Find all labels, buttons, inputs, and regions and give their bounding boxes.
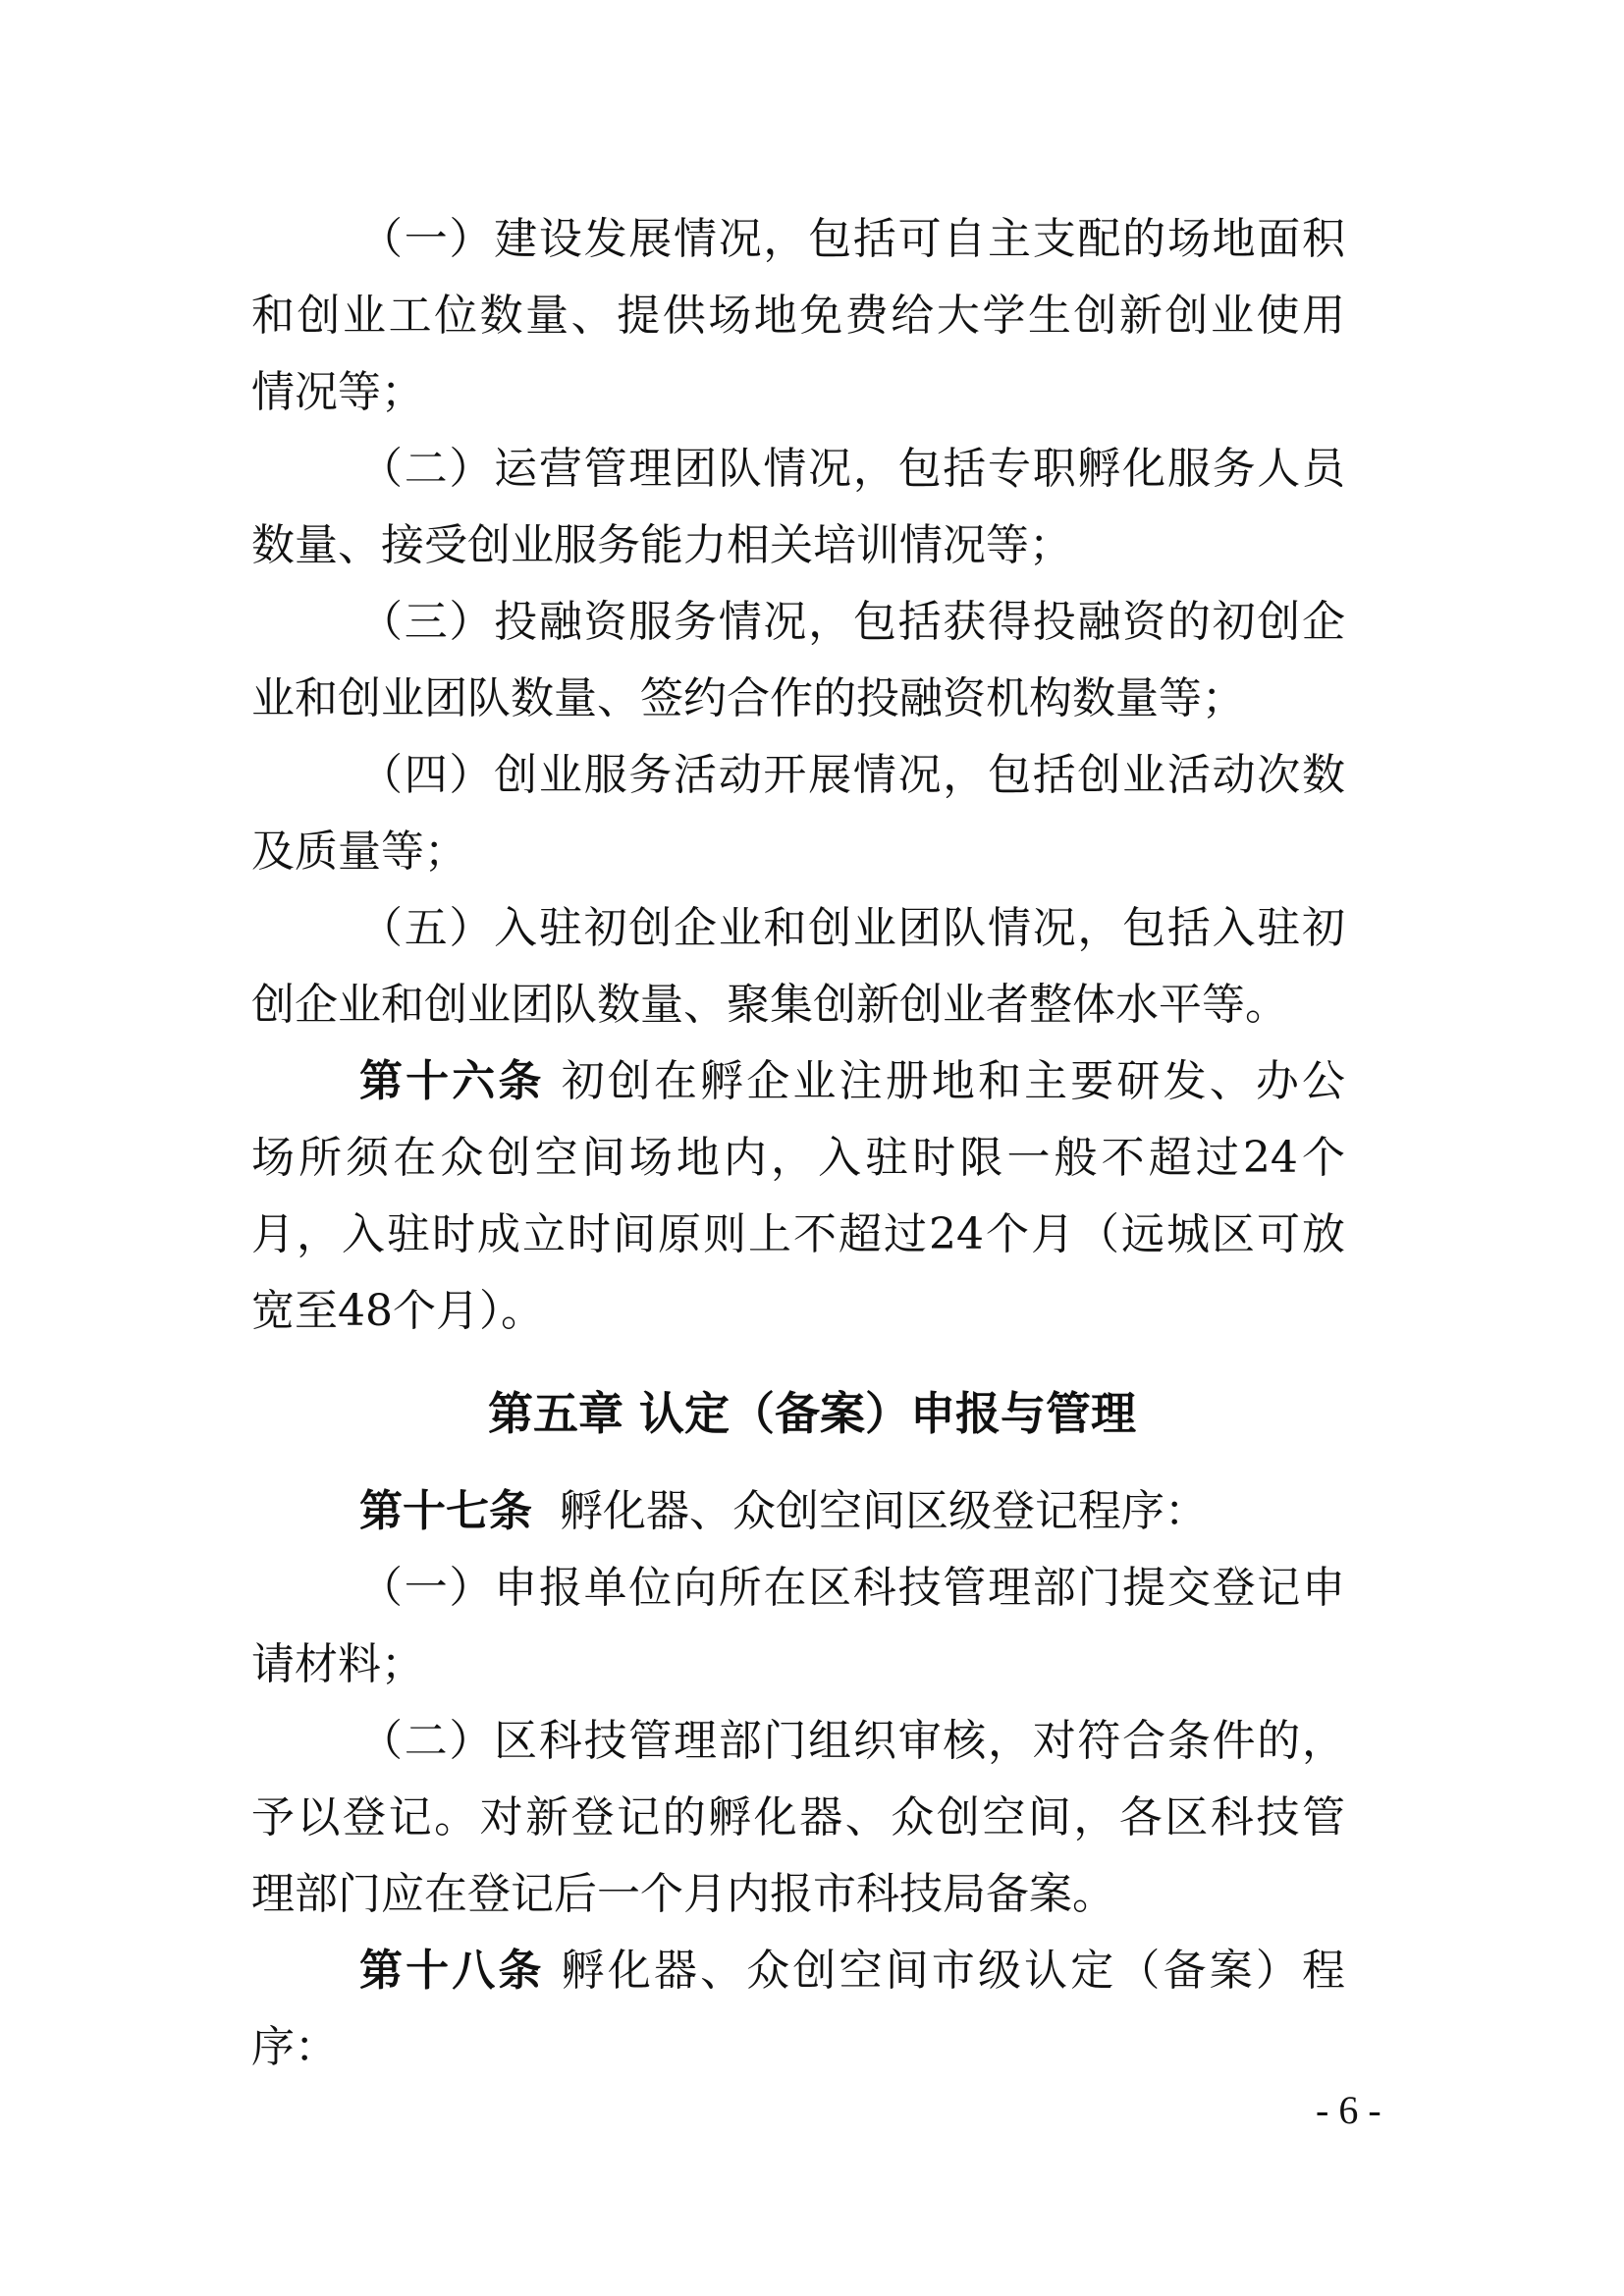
para-2-line-2: 数量、接受创业服务能力相关培训情况等； <box>251 520 1072 570</box>
para-1-line-2: 和创业工位数量、提供场地免费给大学生创新创业使用 <box>251 291 1345 341</box>
article-17-item-2-line-2: 予以登记。对新登记的孵化器、众创空间，各区科技管 <box>251 1792 1345 1842</box>
para-3-line-1: （三）投融资服务情况，包括获得投融资的初创企 <box>359 597 1345 647</box>
para-2-line-1: （二）运营管理团队情况，包括专职孵化服务人员 <box>359 444 1345 494</box>
article-18-label: 第十八条 <box>359 1946 545 1996</box>
para-5-line-1: （五）入驻初创企业和创业团队情况，包括入驻初 <box>359 903 1345 953</box>
article-18-line-2: 序： <box>251 2022 338 2072</box>
para-5-line-2: 创企业和创业团队数量、聚集创新创业者整体水平等。 <box>251 980 1288 1030</box>
page-number: - 6 - <box>1316 2088 1381 2132</box>
article-16-label: 第十六条 <box>359 1056 545 1106</box>
article-16-line-3: 月，入驻时成立时间原则上不超过24个月（远城区可放 <box>251 1209 1345 1259</box>
para-3-line-2: 业和创业团队数量、签约合作的投融资机构数量等； <box>251 673 1245 723</box>
article-17-item-1-line-2: 请材料； <box>251 1639 424 1689</box>
article-16-line-4: 宽至48个月）。 <box>251 1286 544 1336</box>
para-4-line-1: （四）创业服务活动开展情况，包括创业活动次数 <box>359 750 1345 800</box>
article-17-line-1 <box>359 1482 1345 1541</box>
article-18-text: 孵化器、众创空间市级认定（备案）程 <box>561 1946 1346 1996</box>
article-17-item-2-line-1: （二）区科技管理部门组织审核，对符合条件的， <box>359 1716 1345 1766</box>
chapter-heading: 第五章 认定（备案）申报与管理 <box>487 1387 1136 1440</box>
para-4-line-2: 及质量等； <box>251 827 467 877</box>
article-17-item-2-line-3: 理部门应在登记后一个月内报市科技局备案。 <box>251 1869 1115 1919</box>
article-16-line-2: 场所须在众创空间场地内，入驻时限一般不超过24个 <box>251 1133 1345 1183</box>
para-1-line-3: 情况等； <box>251 367 424 417</box>
article-18-line-1 <box>359 1942 1345 2001</box>
article-16-text: 初创在孵企业注册地和主要研发、办公 <box>561 1056 1346 1106</box>
article-17-item-1-line-1: （一）申报单位向所在区科技管理部门提交登记申 <box>359 1563 1345 1613</box>
article-17-label: 第十七条 <box>359 1486 532 1536</box>
para-1-line-1: （一）建设发展情况，包括可自主支配的场地面积 <box>359 214 1345 264</box>
article-16-line-1 <box>359 1052 1345 1111</box>
article-17-text: 孵化器、众创空间区级登记程序： <box>559 1486 1208 1536</box>
